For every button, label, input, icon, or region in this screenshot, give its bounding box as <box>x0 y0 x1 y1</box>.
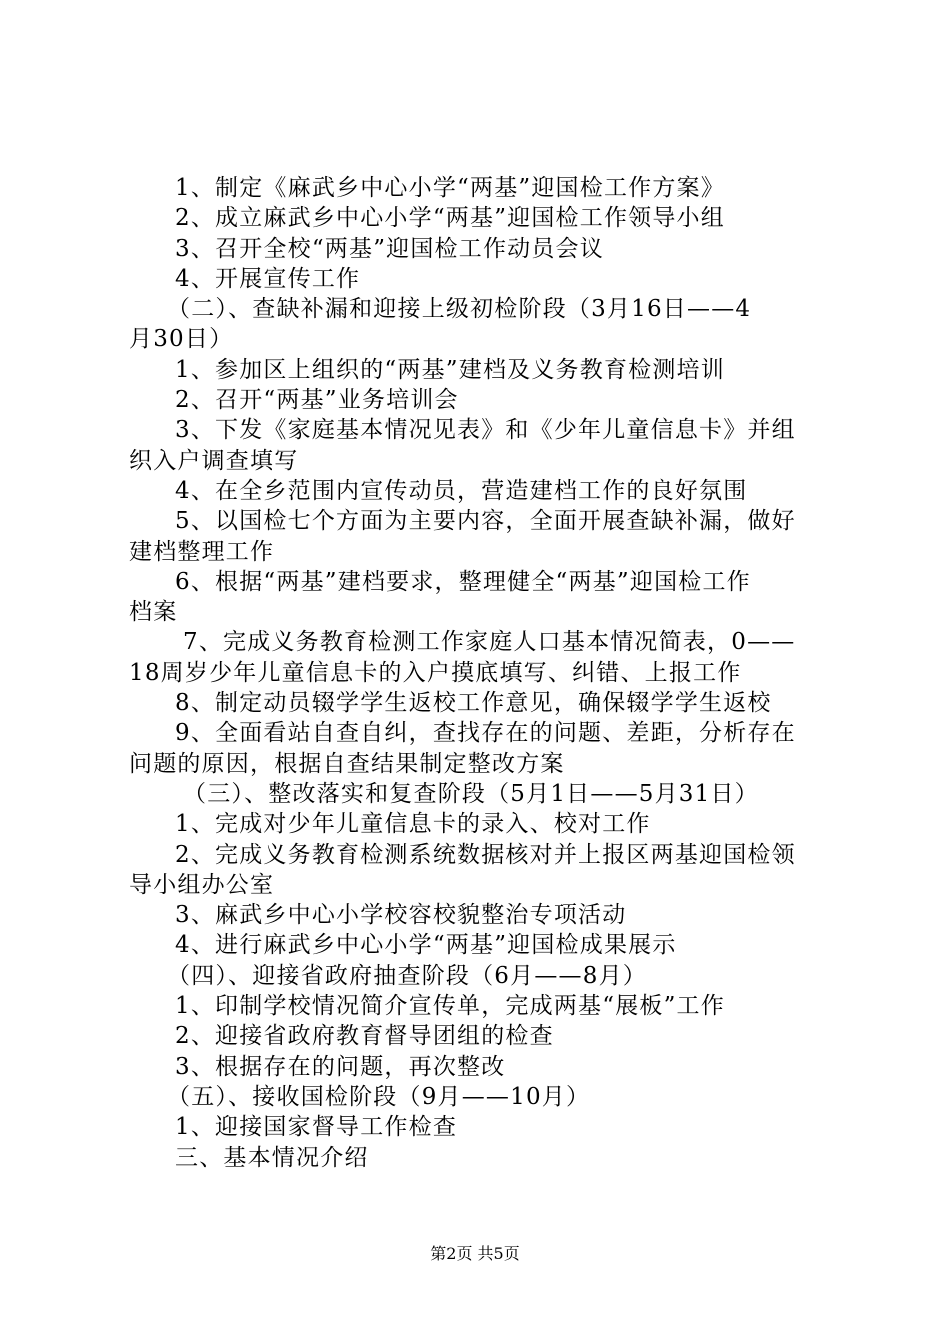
text-line: （二）、查缺补漏和迎接上级初检阶段（3月16日——4 <box>167 296 752 323</box>
text-line: 3、根据存在的问题，再次整改 <box>175 1053 506 1080</box>
text-line: 建档整理工作 <box>129 538 275 565</box>
text-line: 7、完成义务教育检测工作家庭人口基本情况简表，0—— <box>183 629 796 656</box>
text-line: 1、完成对少年儿童信息卡的录入、校对工作 <box>175 811 651 838</box>
text-line: 导小组办公室 <box>129 871 275 898</box>
text-line: 4、进行麻武乡中心小学“两基”迎国检成果展示 <box>175 932 677 959</box>
text-line: 2、迎接省政府教育督导团组的检查 <box>175 1023 554 1050</box>
text-line: 3、召开全校“两基”迎国检工作动员会议 <box>175 235 604 262</box>
text-line: 织入户调查填写 <box>129 447 299 474</box>
text-line: （三）、整改落实和复查阶段（5月1日——5月31日） <box>183 780 759 807</box>
text-line: 4、在全乡范围内宣传动员，营造建档工作的良好氛围 <box>175 477 748 504</box>
text-line: 8、制定动员辍学学生返校工作意见，确保辍学学生返校 <box>175 690 772 717</box>
text-line: （五）、接收国检阶段（9月——10月） <box>167 1083 591 1110</box>
text-line: 2、召开“两基”业务培训会 <box>175 387 459 414</box>
text-line: 3、下发《家庭基本情况见表》和《少年儿童信息卡》并组 <box>175 417 796 444</box>
text-line: 1、迎接国家督导工作检查 <box>175 1114 458 1141</box>
text-line: 1、参加区上组织的“两基”建档及义务教育检测培训 <box>175 356 725 383</box>
text-line: 三、基本情况介绍 <box>175 1144 369 1171</box>
text-line: 2、完成义务教育检测系统数据核对并上报区两基迎国检领 <box>175 841 796 868</box>
text-line: 18周岁少年儿童信息卡的入户摸底填写、纠错、上报工作 <box>129 659 742 686</box>
text-line: 3、麻武乡中心小学校容校貌整治专项活动 <box>175 902 627 929</box>
text-line: 档案 <box>129 599 178 626</box>
text-line: 4、开展宣传工作 <box>175 265 361 292</box>
text-line: 问题的原因，根据自查结果制定整改方案 <box>129 750 565 777</box>
text-line: 月30日） <box>129 326 234 353</box>
text-line: 9、全面看站自查自纠，查找存在的问题、差距，分析存在 <box>175 720 796 747</box>
text-line: 1、制定《麻武乡中心小学“两基”迎国检工作方案》 <box>175 175 725 201</box>
document-body <box>129 173 834 1173</box>
text-line: 5、以国检七个方面为主要内容，全面开展查缺补漏，做好 <box>175 508 796 535</box>
text-line: 6、根据“两基”建档要求，整理健全“两基”迎国检工作 <box>175 568 751 595</box>
text-line: 2、成立麻武乡中心小学“两基”迎国检工作领导小组 <box>175 205 725 232</box>
text-line: 1、印制学校情况简介宣传单，完成两基“展板”工作 <box>175 993 725 1020</box>
page-footer: 第2页 共5页 <box>430 1244 520 1263</box>
text-line: （四）、迎接省政府抽查阶段（6月——8月） <box>167 962 647 989</box>
